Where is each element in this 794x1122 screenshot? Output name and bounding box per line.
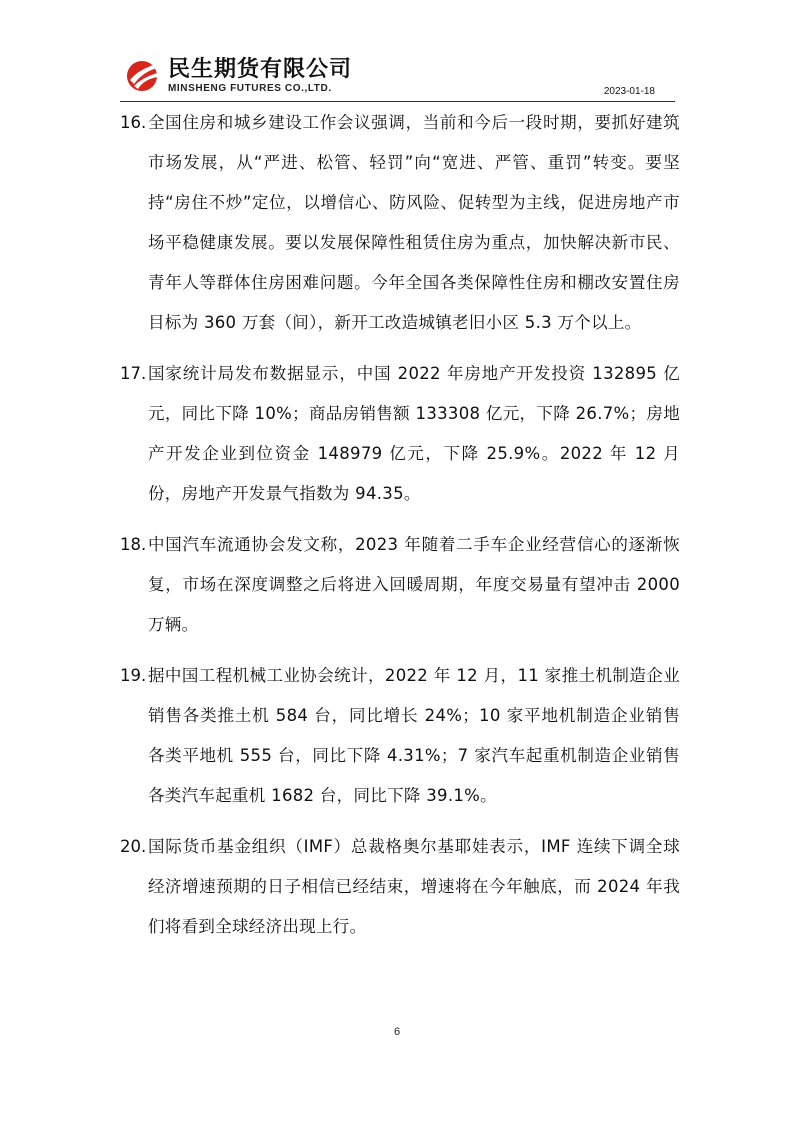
item-text: 国家统计局发布数据显示，中国 2022 年房地产开发投资 132895 亿元，同比下降 10%；商品房销售额 133308 亿元，下降 26.7%；房地产开发企业到位资金 148979 亿元，下降 25.9%。2022 年 12 月份，房地产开发景气指数为 94.35。 (148, 364, 680, 503)
item-number: 16. (120, 113, 147, 132)
page-number: 6 (393, 1026, 401, 1038)
item-text: 据中国工程机械工业协会统计，2022 年 12 月，11 家推土机制造企业销售各类推土机 584 台，同比增长 24%；10 家平地机制造企业销售各类平地机 555 台，同比下降 4.31%；7 家汽车起重机制造企业销售各类汽车起重机 1682 台，同比下降 39.1%。 (148, 666, 680, 805)
company-name-cn: 民生期货有限公司 (168, 57, 353, 82)
news-item (120, 103, 680, 343)
minsheng-logo-icon (124, 56, 164, 92)
news-item (120, 827, 680, 947)
item-text: 国际货币基金组织（IMF）总裁格奥尔基耶娃表示，IMF 连续下调全球经济增速预期的日子相信已经结束，增速将在今年触底，而 2024 年我们将看到全球经济出现上行。 (148, 837, 680, 936)
news-list (120, 103, 680, 958)
item-number: 20. (120, 837, 147, 856)
news-item (120, 656, 680, 816)
item-number: 18. (120, 535, 147, 554)
header-divider (120, 101, 675, 102)
item-number: 17. (120, 364, 147, 383)
company-name-en: MINSHENG FUTURES CO.,LTD. (168, 83, 332, 94)
news-item (120, 354, 680, 514)
news-item (120, 525, 680, 645)
item-number: 19. (120, 666, 147, 685)
item-text: 全国住房和城乡建设工作会议强调，当前和今后一段时期，要抓好建筑市场发展，从“严进、松管、轻罚”向“宽进、严管、重罚”转变。要坚持“房住不炒”定位，以增信心、防风险、促转型为主线，促进房地产市场平稳健康发展。要以发展保障性租赁住房为重点，加快解决新市民、青年人等群体住房困难问题。今年全国各类保障性住房和棚改安置住房目标为 360 万套（间），新开工改造城镇老旧小区 5.3 万个以上。 (148, 113, 680, 332)
report-date: 2023-01-18 (603, 86, 655, 97)
page-header (120, 50, 675, 102)
item-text: 中国汽车流通协会发文称，2023 年随着二手车企业经营信心的逐渐恢复，市场在深度调整之后将进入回暖周期，年度交易量有望冲击 2000 万辆。 (148, 535, 680, 634)
